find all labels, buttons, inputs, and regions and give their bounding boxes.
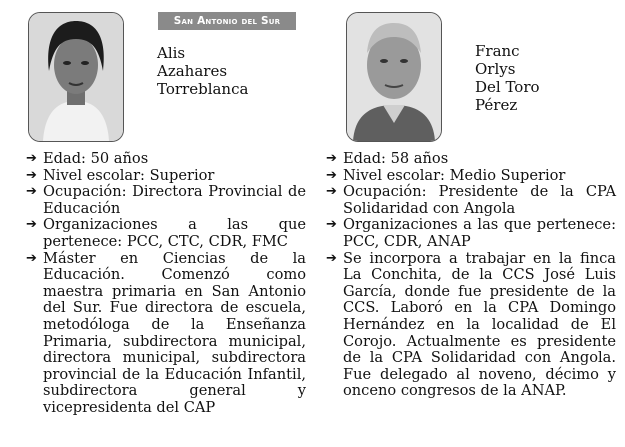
arrow-right-icon: ➔ xyxy=(26,151,37,166)
fact-item xyxy=(326,168,616,185)
fact-text: Se incorpora a trabajar en la finca La Conchita, de la CCS José Luis García, donde fue presidente de la CCS. Laboró en la CPA Domingo Hernández en la localidad de El Corojo. Actualmente es presidente de la CPA Solidaridad con Angola. Fue delegado al noveno, décimo y onceno congresos de la ANAP. xyxy=(343,249,616,400)
arrow-right-icon: ➔ xyxy=(26,217,37,233)
candidate-photo xyxy=(346,12,442,142)
name-line: Torreblanca xyxy=(157,80,249,98)
fact-item xyxy=(326,151,616,168)
arrow-right-icon: ➔ xyxy=(326,217,337,233)
name-line: Del Toro xyxy=(475,78,540,96)
fact-text: Organizaciones a las que pertenece: PCC, CTC, CDR, FMC xyxy=(43,216,306,250)
fact-item xyxy=(26,168,306,185)
name-line: Azahares xyxy=(157,62,228,80)
fact-list xyxy=(26,151,306,417)
candidate-name xyxy=(157,44,248,98)
fact-item xyxy=(326,251,616,400)
fact-text: Edad: 58 años xyxy=(343,150,449,167)
name-line: Alis xyxy=(157,44,186,62)
section-label: San Antonio del Sur xyxy=(158,12,296,30)
fact-text: Edad: 50 años xyxy=(43,150,149,167)
arrow-right-icon: ➔ xyxy=(326,184,337,200)
fact-item xyxy=(26,217,306,250)
fact-text: Ocupación: Presidente de la CPA Solidaridad con Angola xyxy=(343,183,616,217)
name-line: Pérez xyxy=(475,96,518,114)
fact-text: Organizaciones a las que pertenece: PCC, CDR, ANAP xyxy=(343,216,616,250)
arrow-right-icon: ➔ xyxy=(326,151,337,166)
fact-list xyxy=(326,151,616,400)
fact-item xyxy=(26,251,306,417)
fact-text: Ocupación: Directora Provincial de Educación xyxy=(43,183,306,217)
fact-text: Máster en Ciencias de la Educación. Comenzó como maestra primaria en San Antonio del Sur. Fue directora de escuela, metodóloga de la Enseñanza Primaria, subdirectora municipal, directora municipal, subdirectora provincial de la Educación Infantil, subdirectora general y vicepresidenta del CAP xyxy=(43,249,306,416)
candidate-photo xyxy=(28,12,124,142)
arrow-right-icon: ➔ xyxy=(26,167,37,183)
name-line: Franc xyxy=(475,42,520,60)
fact-text: Nivel escolar: Superior xyxy=(43,166,215,184)
fact-item xyxy=(326,217,616,250)
arrow-right-icon: ➔ xyxy=(326,250,337,266)
arrow-right-icon: ➔ xyxy=(326,167,337,183)
fact-text: Nivel escolar: Medio Superior xyxy=(343,166,566,184)
fact-item xyxy=(326,184,616,217)
arrow-right-icon: ➔ xyxy=(26,250,37,266)
arrow-right-icon: ➔ xyxy=(26,184,37,200)
name-line: Orlys xyxy=(475,60,516,78)
fact-item xyxy=(26,151,306,168)
candidate-name xyxy=(475,42,540,114)
fact-item xyxy=(26,184,306,217)
